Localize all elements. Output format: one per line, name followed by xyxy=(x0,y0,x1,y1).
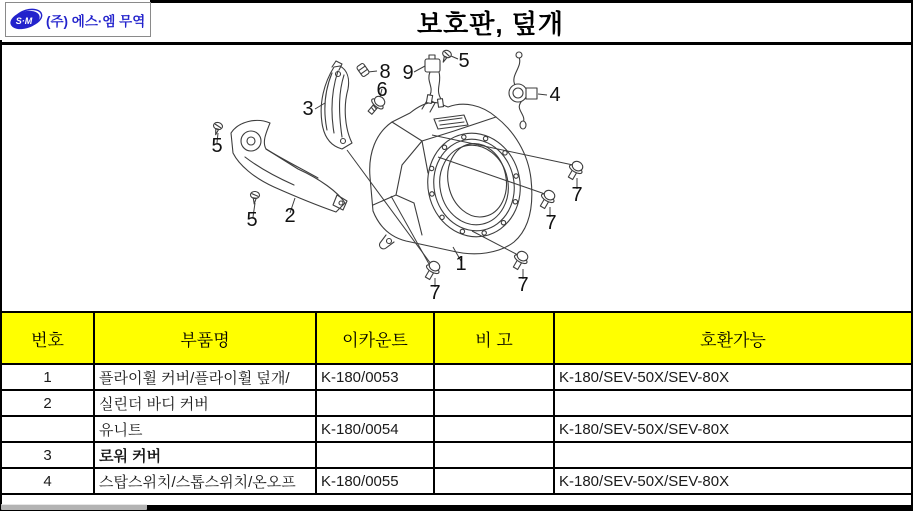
svg-text:S·M: S·M xyxy=(15,15,33,26)
company-name: (주) 에스·엠 무역 xyxy=(46,13,146,29)
diagram-callout-5: 5 xyxy=(246,209,258,231)
cell-name: 실린더 바디 커버 xyxy=(94,390,316,416)
part-unit-connector xyxy=(425,55,444,107)
cell-name: 스탑스위치/스톱스위치/온오프 xyxy=(94,468,316,494)
cell-ecount: K-180/0053 xyxy=(316,364,434,390)
cell-name: 플라이휠 커버/플라이휠 덮개/ xyxy=(94,364,316,390)
parts-diagram-svg xyxy=(2,45,911,311)
diagram-callout-8: 8 xyxy=(379,61,391,83)
horizontal-scrollbar-thumb[interactable] xyxy=(1,504,147,510)
table-row xyxy=(1,442,912,468)
diagram-callout-6: 6 xyxy=(376,79,388,101)
col-header-compatibility: 호환가능 xyxy=(554,312,912,364)
cell-no: 1 xyxy=(1,364,94,390)
cell-name: 유니트 xyxy=(94,416,316,442)
cell-no xyxy=(1,416,94,442)
cell-note xyxy=(434,468,554,494)
part-cylinder-body-cover xyxy=(231,120,347,212)
diagram-callout-5: 5 xyxy=(211,135,223,157)
col-header-ecount: 이카운트 xyxy=(316,312,434,364)
bolt-7-bottom-center-icon xyxy=(421,259,442,282)
table-row xyxy=(1,468,912,494)
cell-no: 3 xyxy=(1,442,94,468)
col-header-part-name: 부품명 xyxy=(94,312,316,364)
diagram-callout-7: 7 xyxy=(571,184,583,206)
col-header-number: 번호 xyxy=(1,312,94,364)
col-header-remarks: 비 고 xyxy=(434,312,554,364)
cell-note xyxy=(434,390,554,416)
parts-table-header xyxy=(1,312,912,364)
parts-diagram xyxy=(2,45,911,311)
part-stop-switch xyxy=(509,52,537,129)
diagram-callout-2: 2 xyxy=(284,205,296,227)
cell-compat: K-180/SEV-50X/SEV-80X xyxy=(554,364,912,390)
table-row xyxy=(1,364,912,390)
cell-note xyxy=(434,442,554,468)
cell-note xyxy=(434,416,554,442)
cell-compat xyxy=(554,442,912,468)
screw-5-bottom-icon xyxy=(250,191,260,204)
cell-no: 2 xyxy=(1,390,94,416)
diagram-callout-4: 4 xyxy=(549,84,561,106)
page-title: 보호판, 덮개 xyxy=(416,9,565,39)
diagram-callout-1: 1 xyxy=(455,253,467,275)
diagram-callout-3: 3 xyxy=(302,98,314,120)
table-row xyxy=(1,416,912,442)
screw-5-top-icon xyxy=(439,49,452,64)
bolt-7-top-right-icon xyxy=(564,159,585,182)
bolt-7-mid-right-icon xyxy=(536,188,557,211)
cell-name: 로워 커버 xyxy=(94,442,316,468)
company-logo xyxy=(5,2,151,37)
cell-note xyxy=(434,364,554,390)
sm-logo-icon xyxy=(9,7,43,33)
part-lower-cover xyxy=(321,61,352,149)
diagram-callout-7: 7 xyxy=(429,282,441,304)
diagram-callout-7: 7 xyxy=(517,274,529,296)
cell-ecount xyxy=(316,390,434,416)
cell-compat: K-180/SEV-50X/SEV-80X xyxy=(554,416,912,442)
screw-5-left-icon xyxy=(211,121,223,135)
cell-ecount: K-180/0054 xyxy=(316,416,434,442)
title-band xyxy=(150,3,911,42)
clip-8-icon xyxy=(356,63,369,77)
cell-compat: K-180/SEV-50X/SEV-80X xyxy=(554,468,912,494)
diagram-callout-7: 7 xyxy=(545,212,557,234)
diagram-callout-9: 9 xyxy=(402,62,414,84)
cell-no: 4 xyxy=(1,468,94,494)
cell-ecount: K-180/0055 xyxy=(316,468,434,494)
parts-table xyxy=(0,311,913,495)
parts-table-body xyxy=(1,364,912,494)
table-row xyxy=(1,390,912,416)
diagram-callout-5: 5 xyxy=(458,50,470,72)
part-flywheel-cover xyxy=(370,99,532,254)
cell-ecount xyxy=(316,442,434,468)
cell-compat xyxy=(554,390,912,416)
